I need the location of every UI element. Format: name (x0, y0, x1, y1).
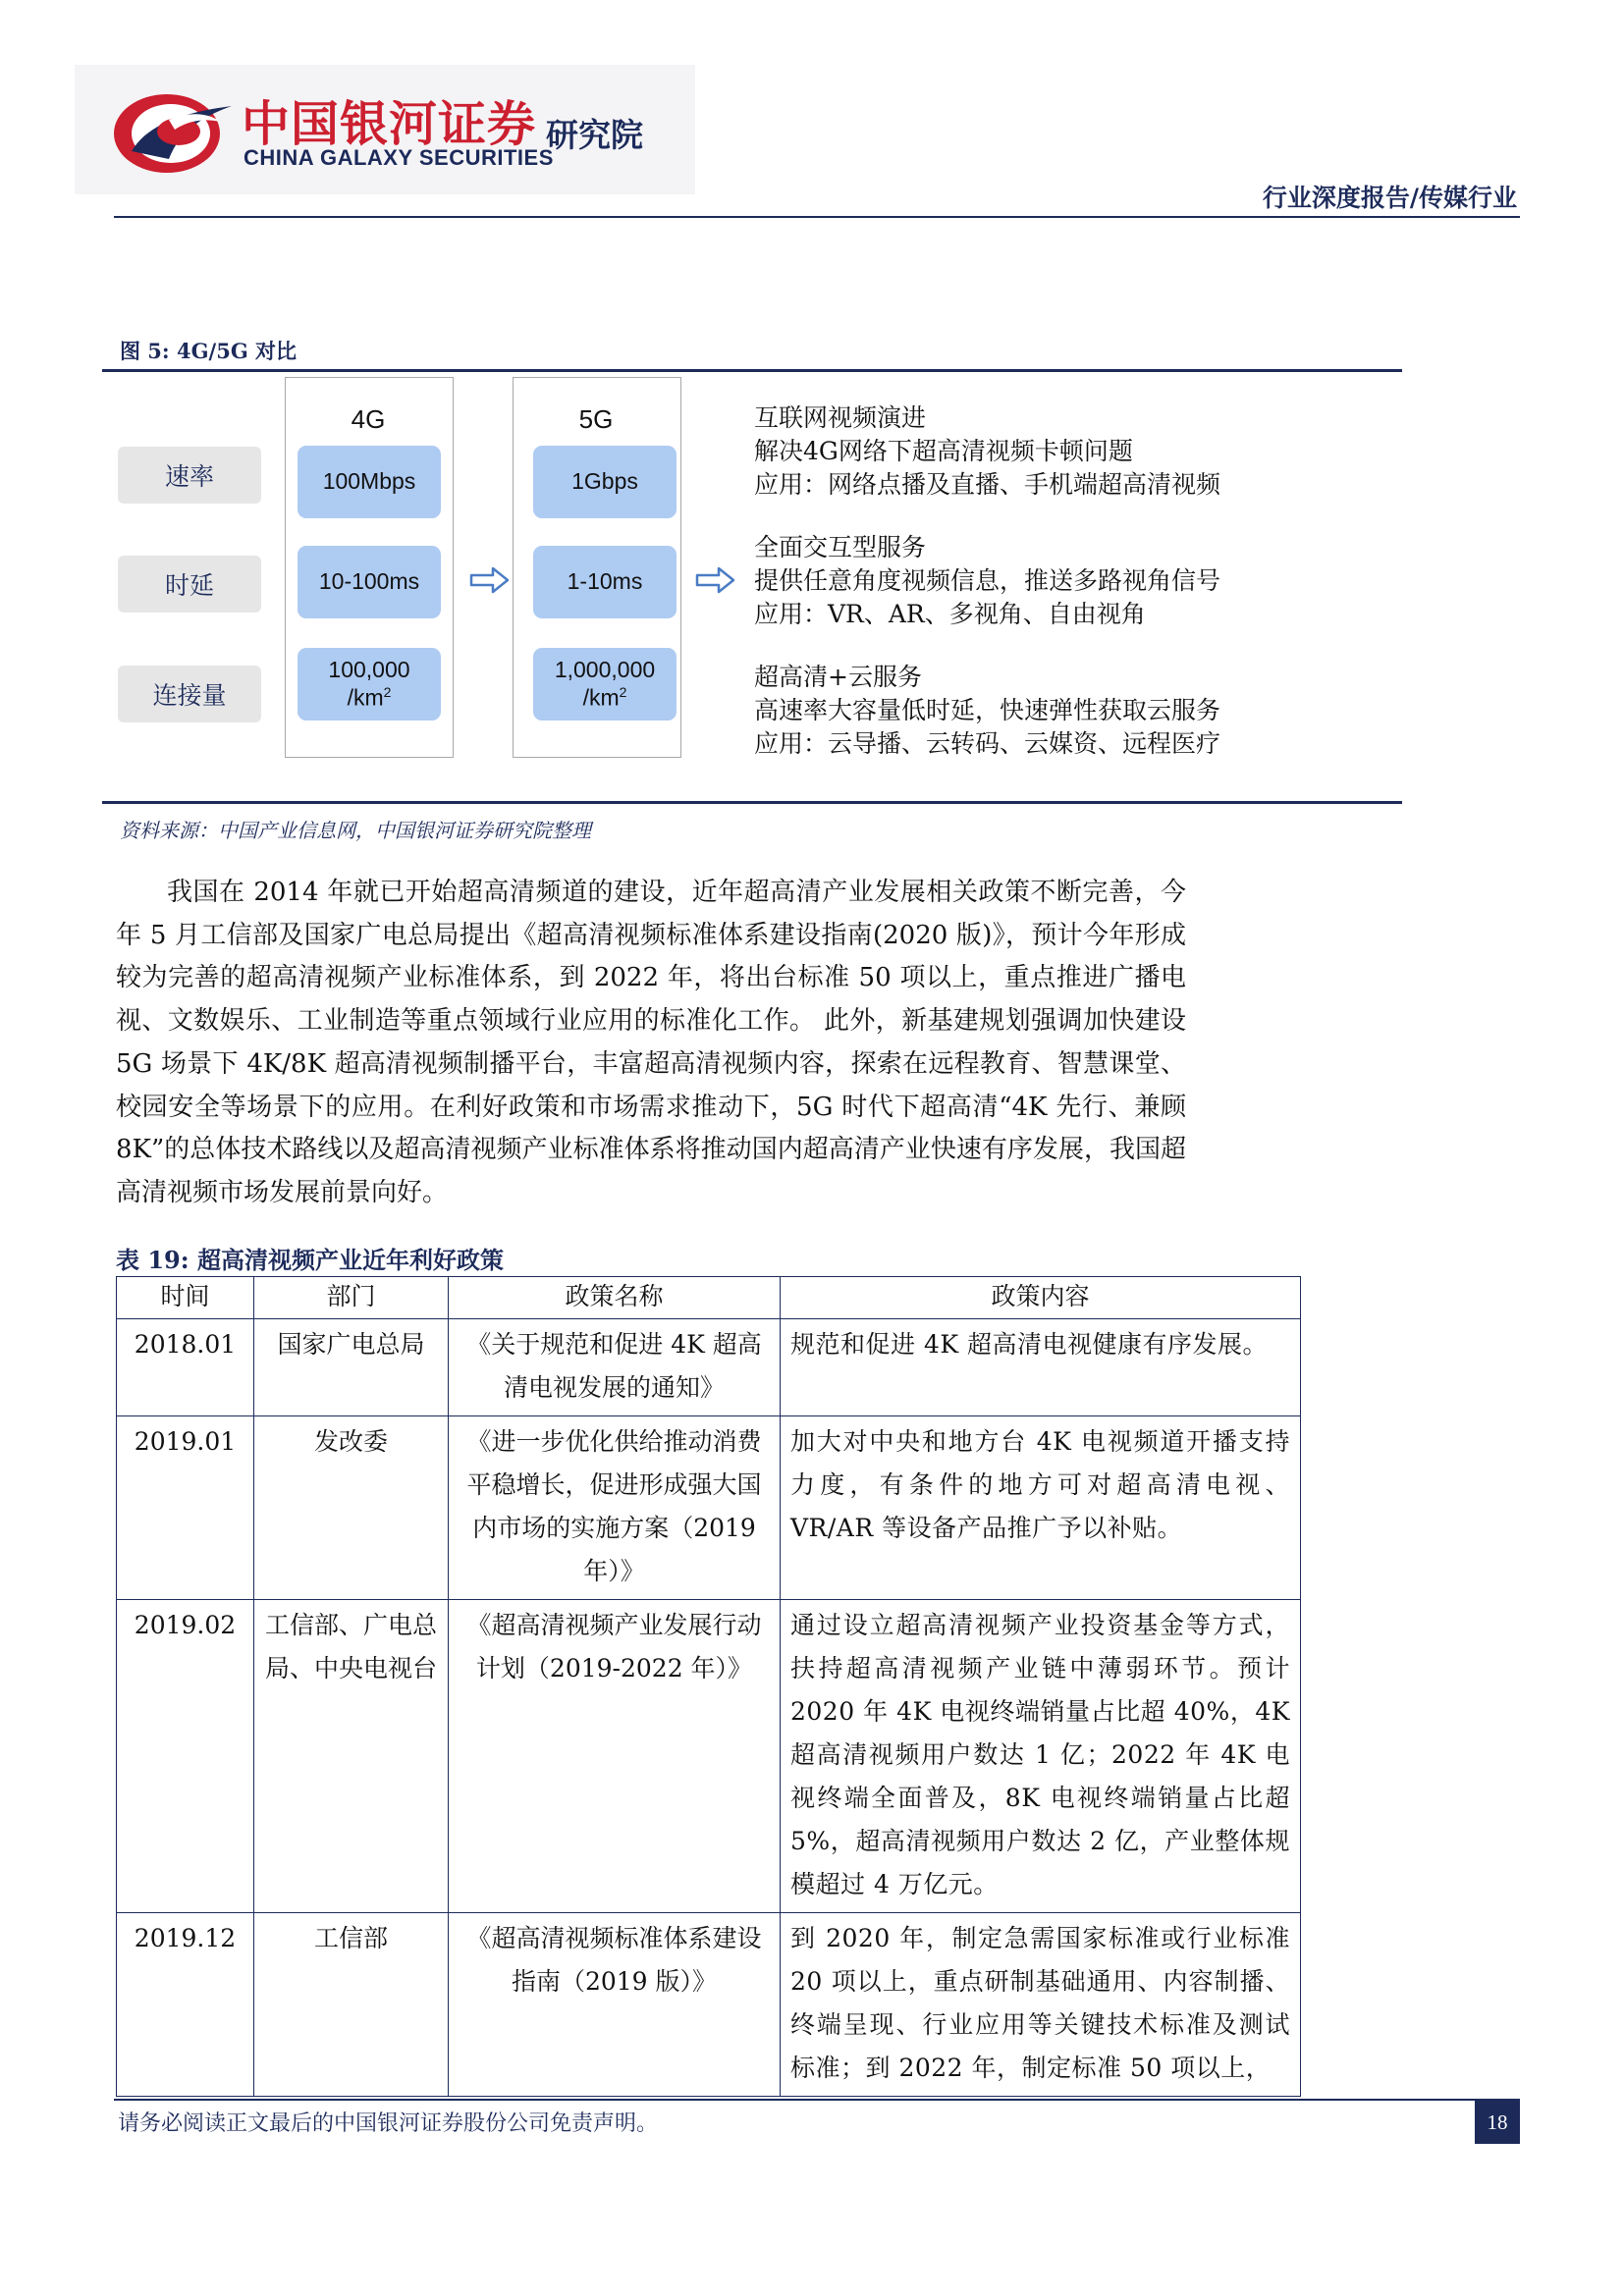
column-header-date: 时间 (117, 1277, 254, 1319)
column-header-policy-content: 政策内容 (781, 1277, 1301, 1319)
figure-bottom-divider (102, 801, 1402, 804)
policy-table (116, 1276, 1301, 2097)
figure-source: 资料来源：中国产业信息网，中国银河证券研究院整理 (120, 819, 591, 842)
galaxy-logo-icon (110, 82, 244, 181)
cell-policy-name: 《超高清视频标准体系建设指南（2019 版）》 (449, 1913, 781, 2097)
logo-institute: 研究院 (546, 116, 643, 154)
table-row (117, 1600, 1301, 1913)
cell-department: 发改委 (254, 1416, 449, 1600)
figure-caption: 图 5: 4G/5G 对比 (120, 339, 298, 363)
4g-title: 4G (351, 404, 386, 434)
table-row (117, 1319, 1301, 1416)
4g-connections-number: 100,000 (328, 657, 410, 683)
arrow-right-icon (469, 565, 511, 595)
5g-connections-unit-exponent: 2 (619, 683, 627, 700)
feature-title: 超高清+云服务 (754, 663, 922, 691)
body-paragraph: 我国在 2014 年就已开始超高清频道的建设，近年超高清产业发展相关政策不断完善，今年 5 月工信部及国家广电总局提出《超高清视频标准体系建设指南(2020 版)》，预计今年形成较为完善的超高清视频产业标准体系，到 2022 年，将出台标准 50 项以上，重点推进广播电视、文数娱乐、工业制造等重点领域行业应用的标准化工作。 此外，新基建规划强调加快建设 5G 场景下 4K/8K 超高清视频制播平台，丰富超高清视频内容，探索在远程教育、智慧课堂、校园安全等场景下的应用。在利好政策和市场需求推动下，5G 时代下超高清“4K 先行、兼顾 8K”的总体技术路线以及超高清视频产业标准体系将推动国内超高清产业快速有序发展，我国超高清视频市场发展前景向好。 (116, 878, 1186, 1207)
logo-english-name: CHINA GALAXY SECURITIES (244, 145, 554, 170)
header-divider (114, 216, 1520, 218)
table-row (117, 1913, 1301, 2097)
table-caption: 表 19: 超高清视频产业近年利好政策 (116, 1246, 504, 1274)
feature-line: 提供任意角度视频信息，推送多路视角信号 (754, 566, 1221, 595)
cell-policy-content: 通过设立超高清视频产业投资基金等方式，扶持超高清视频产业链中薄弱环节。预计 2020 年 4K 电视终端销量占比超 40%，4K 超高清视频用户数达 1 亿；2022 年 4K 电视终端全面普及，8K 电视终端销量占比超 5%，超高清视频用户数达 2 亿，产业整体规模超过 4 万亿元。 (781, 1600, 1301, 1913)
report-type: 行业深度报告/传媒行业 (1262, 184, 1517, 212)
cell-department: 国家广电总局 (254, 1319, 449, 1416)
cell-date: 2019.02 (117, 1600, 254, 1913)
cell-policy-name: 《超高清视频产业发展行动计划（2019-2022 年）》 (449, 1600, 781, 1913)
5g-title: 5G (578, 404, 614, 434)
metric-label-latency: 时延 (118, 556, 261, 613)
page-number: 18 (1475, 2101, 1520, 2144)
cell-date: 2018.01 (117, 1319, 254, 1416)
feature-line: 应用：VR、AR、多视角、自由视角 (754, 600, 1146, 628)
cell-date: 2019.01 (117, 1416, 254, 1600)
figure-top-divider (102, 369, 1402, 372)
logo-chinese-name: 中国银河证券 (242, 96, 537, 152)
table-header-row (117, 1277, 1301, 1319)
feature-line: 解决4G网络下超高清视频卡顿问题 (754, 437, 1133, 465)
4g-latency-value: 10-100ms (298, 546, 441, 618)
cell-department: 工信部、广电总局、中央电视台 (254, 1600, 449, 1913)
4g-rate-value: 100Mbps (298, 446, 441, 518)
table-row (117, 1416, 1301, 1600)
5g-connections-value (533, 648, 677, 721)
5g-connections-number: 1,000,000 (554, 657, 656, 683)
footer-divider (114, 2099, 1520, 2101)
metric-label-rate: 速率 (118, 447, 261, 504)
5g-latency-value: 1-10ms (533, 546, 677, 618)
disclaimer-note: 请务必阅读正文最后的中国银河证券股份公司免责声明。 (118, 2111, 659, 2136)
cell-department: 工信部 (254, 1913, 449, 2097)
metric-label-connections: 连接量 (118, 666, 261, 722)
5g-rate-value: 1Gbps (533, 446, 677, 518)
arrow-right-icon (695, 565, 736, 595)
5g-connections-unit: /km (582, 684, 620, 711)
feature-title: 互联网视频演进 (754, 403, 927, 432)
feature-title: 全面交互型服务 (754, 533, 927, 561)
column-header-department: 部门 (254, 1277, 449, 1319)
cell-policy-name: 《进一步优化供给推动消费平稳增长，促进形成强大国内市场的实施方案（2019 年）》 (449, 1416, 781, 1600)
column-header-policy-name: 政策名称 (449, 1277, 781, 1319)
4g-connections-unit-exponent: 2 (383, 683, 392, 700)
cell-policy-name: 《关于规范和促进 4K 超高清电视发展的通知》 (449, 1319, 781, 1416)
cell-policy-content: 规范和促进 4K 超高清电视健康有序发展。 (781, 1319, 1301, 1416)
feature-line: 应用：云导播、云转码、云媒资、远程医疗 (754, 729, 1221, 758)
cell-date: 2019.12 (117, 1913, 254, 2097)
cell-policy-content: 到 2020 年，制定急需国家标准或行业标准 20 项以上，重点研制基础通用、内容制播、终端呈现、行业应用等关键技术标准及测试标准；到 2022 年，制定标准 50 项以上， (781, 1913, 1301, 2097)
feature-line: 应用：网络点播及直播、手机端超高清视频 (754, 470, 1221, 499)
cell-policy-content: 加大对中央和地方台 4K 电视频道开播支持力度，有条件的地方可对超高清电视、VR/AR 等设备产品推广予以补贴。 (781, 1416, 1301, 1600)
4g-connections-value (298, 648, 441, 721)
feature-line: 高速率大容量低时延，快速弹性获取云服务 (754, 696, 1221, 724)
4g-connections-unit: /km (347, 684, 384, 711)
